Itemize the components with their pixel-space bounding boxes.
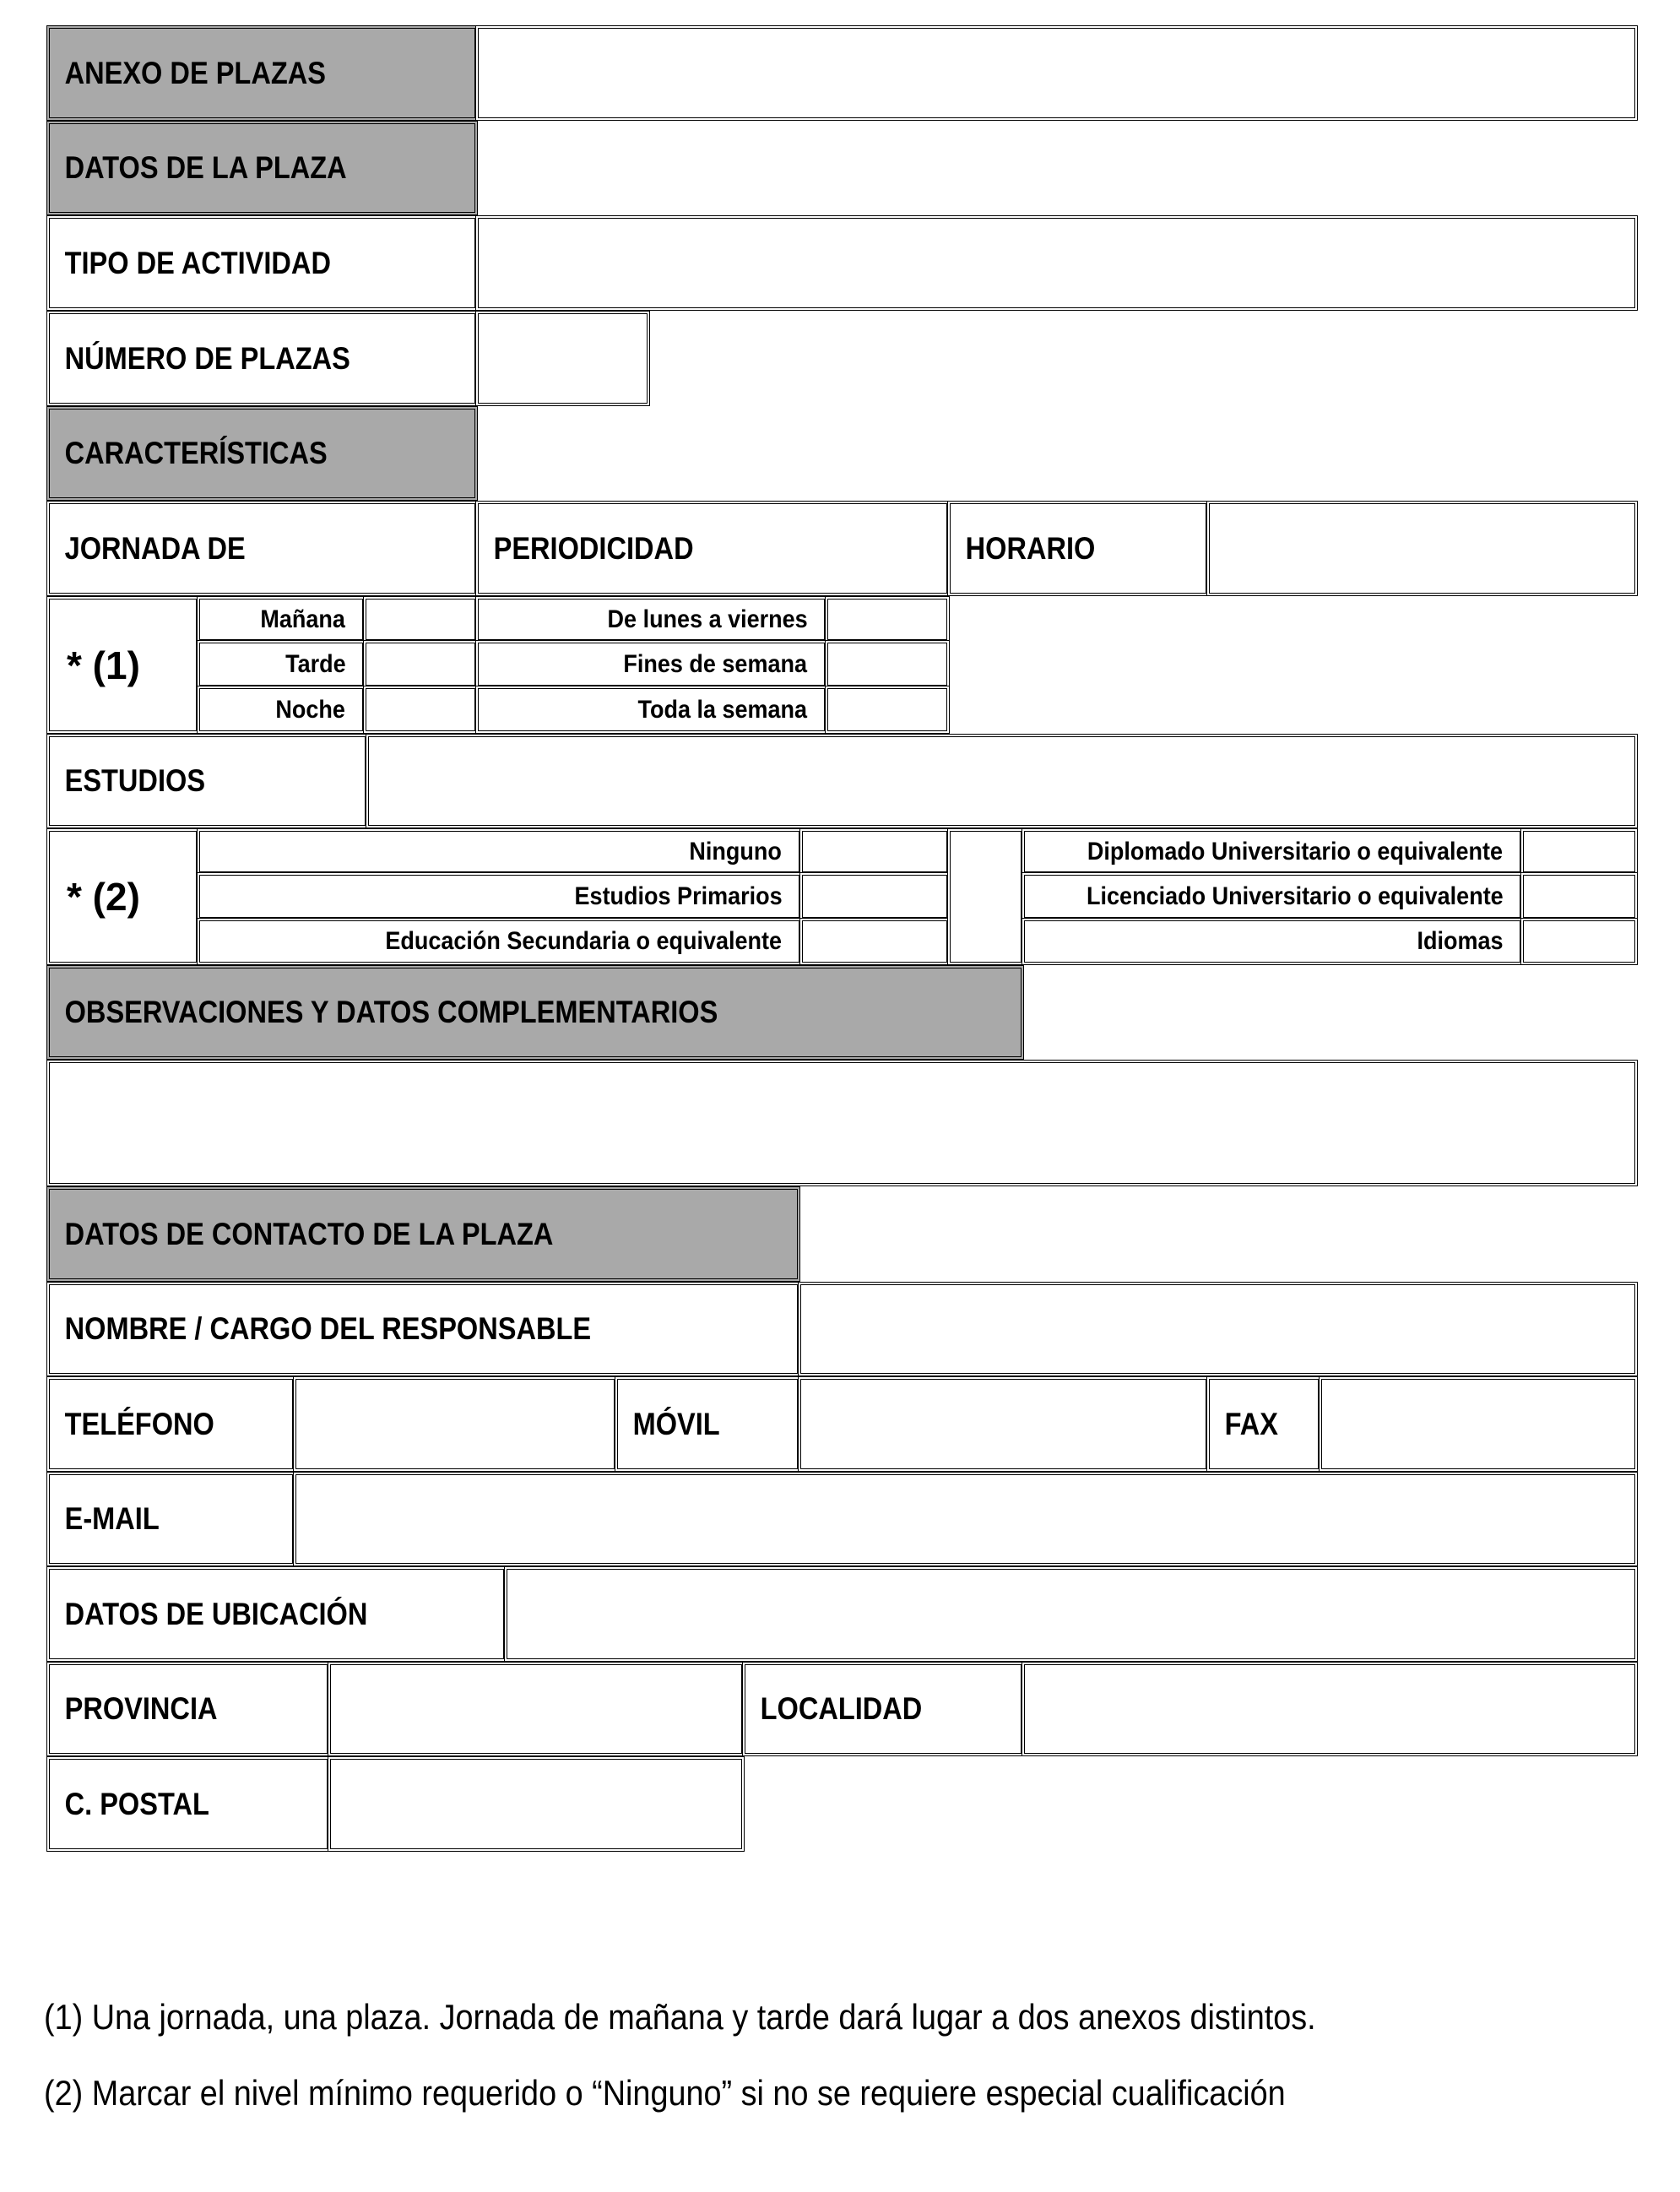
numero-plazas-input[interactable] bbox=[479, 314, 647, 403]
periodo-toda-semana-label: Toda la semana bbox=[475, 686, 827, 734]
provincia-input[interactable] bbox=[331, 1665, 741, 1753]
estudios-label: ESTUDIOS bbox=[46, 734, 368, 828]
localidad-label: LOCALIDAD bbox=[742, 1662, 1024, 1756]
horario-field[interactable] bbox=[1206, 501, 1638, 596]
localidad-field[interactable] bbox=[1022, 1662, 1638, 1756]
numero-plazas-field[interactable] bbox=[475, 311, 650, 406]
anexo-de-plazas-field[interactable] bbox=[475, 25, 1638, 121]
periodo-fines-semana-label: Fines de semana bbox=[475, 640, 827, 688]
horario-input[interactable] bbox=[1210, 504, 1634, 593]
fax-input[interactable] bbox=[1322, 1380, 1634, 1468]
horario-label: HORARIO bbox=[947, 501, 1209, 596]
datos-de-la-plaza-label: DATOS DE LA PLAZA bbox=[46, 121, 478, 215]
codigo-postal-label: C. POSTAL bbox=[46, 1756, 330, 1852]
telefono-field[interactable] bbox=[293, 1376, 617, 1472]
periodo-lunes-viernes-checkbox[interactable] bbox=[825, 596, 950, 643]
responsable-input[interactable] bbox=[801, 1285, 1634, 1373]
email-input[interactable] bbox=[296, 1475, 1634, 1563]
footnote-1: (1) Una jornada, una plaza. Jornada de mañana y tarde dará lugar a dos anexos distintos. bbox=[44, 1997, 1316, 2037]
movil-input[interactable] bbox=[801, 1380, 1206, 1468]
jornada-de-label: JORNADA DE bbox=[46, 501, 478, 596]
periodo-lunes-viernes-label: De lunes a viernes bbox=[475, 596, 827, 643]
turno-manana-checkbox[interactable] bbox=[363, 596, 478, 643]
movil-field[interactable] bbox=[798, 1376, 1209, 1472]
periodo-fines-semana-checkbox[interactable] bbox=[825, 640, 950, 688]
email-field[interactable] bbox=[293, 1472, 1638, 1566]
estudios-field[interactable] bbox=[366, 734, 1638, 828]
responsable-field[interactable] bbox=[798, 1282, 1638, 1376]
telefono-input[interactable] bbox=[296, 1380, 614, 1468]
telefono-label: TELÉFONO bbox=[46, 1376, 295, 1472]
estudio-primarios-label: Estudios Primarios bbox=[197, 872, 802, 920]
datos-ubicacion-input[interactable] bbox=[507, 1570, 1634, 1658]
turno-tarde-checkbox[interactable] bbox=[363, 640, 478, 688]
responsable-label: NOMBRE / CARGO DEL RESPONSABLE bbox=[46, 1282, 800, 1376]
fax-label: FAX bbox=[1206, 1376, 1321, 1472]
tipo-actividad-input[interactable] bbox=[479, 219, 1634, 307]
estudios-note-ref: * (2) bbox=[46, 828, 199, 965]
movil-label: MÓVIL bbox=[615, 1376, 800, 1472]
turno-tarde-label: Tarde bbox=[197, 640, 366, 688]
estudio-secundaria-label: Educación Secundaria o equivalente bbox=[197, 918, 802, 965]
anexo-de-plazas-label: ANEXO DE PLAZAS bbox=[46, 25, 478, 121]
fax-field[interactable] bbox=[1319, 1376, 1638, 1472]
turno-noche-checkbox[interactable] bbox=[363, 686, 478, 734]
datos-ubicacion-label: DATOS DE UBICACIÓN bbox=[46, 1566, 507, 1662]
numero-plazas-label: NÚMERO DE PLAZAS bbox=[46, 311, 478, 406]
tipo-actividad-field[interactable] bbox=[475, 215, 1638, 311]
email-label: E-MAIL bbox=[46, 1472, 295, 1566]
caracteristicas-label: CARACTERÍSTICAS bbox=[46, 406, 478, 501]
turno-manana-label: Mañana bbox=[197, 596, 366, 643]
estudio-idiomas-checkbox[interactable] bbox=[1520, 918, 1638, 965]
periodicidad-label: PERIODICIDAD bbox=[475, 501, 950, 596]
estudio-secundaria-checkbox[interactable] bbox=[799, 918, 950, 965]
datos-contacto-label: DATOS DE CONTACTO DE LA PLAZA bbox=[46, 1186, 800, 1282]
localidad-input[interactable] bbox=[1025, 1665, 1634, 1753]
estudio-diplomado-label: Diplomado Universitario o equivalente bbox=[1022, 828, 1523, 875]
estudio-licenciado-label: Licenciado Universitario o equivalente bbox=[1022, 872, 1523, 920]
observaciones-label: OBSERVACIONES Y DATOS COMPLEMENTARIOS bbox=[46, 965, 1024, 1060]
codigo-postal-input[interactable] bbox=[331, 1760, 741, 1848]
turno-noche-label: Noche bbox=[197, 686, 366, 734]
periodo-toda-semana-checkbox[interactable] bbox=[825, 686, 950, 734]
estudio-ninguno-label: Ninguno bbox=[197, 828, 802, 875]
estudio-primarios-checkbox[interactable] bbox=[799, 872, 950, 920]
estudio-diplomado-checkbox[interactable] bbox=[1520, 828, 1638, 875]
estudio-idiomas-label: Idiomas bbox=[1022, 918, 1523, 965]
footnote-2: (2) Marcar el nivel mínimo requerido o “Ninguno” si no se requiere especial cualificación bbox=[44, 2073, 1286, 2113]
tipo-actividad-label: TIPO DE ACTIVIDAD bbox=[46, 215, 478, 311]
observaciones-field[interactable] bbox=[46, 1060, 1638, 1186]
provincia-field[interactable] bbox=[328, 1662, 745, 1756]
jornada-note-ref: * (1) bbox=[46, 596, 199, 734]
estudio-licenciado-checkbox[interactable] bbox=[1520, 872, 1638, 920]
codigo-postal-field[interactable] bbox=[328, 1756, 745, 1852]
estudio-ninguno-checkbox[interactable] bbox=[799, 828, 950, 875]
provincia-label: PROVINCIA bbox=[46, 1662, 330, 1756]
estudios-spacer bbox=[947, 828, 1024, 965]
datos-ubicacion-field[interactable] bbox=[504, 1566, 1638, 1662]
